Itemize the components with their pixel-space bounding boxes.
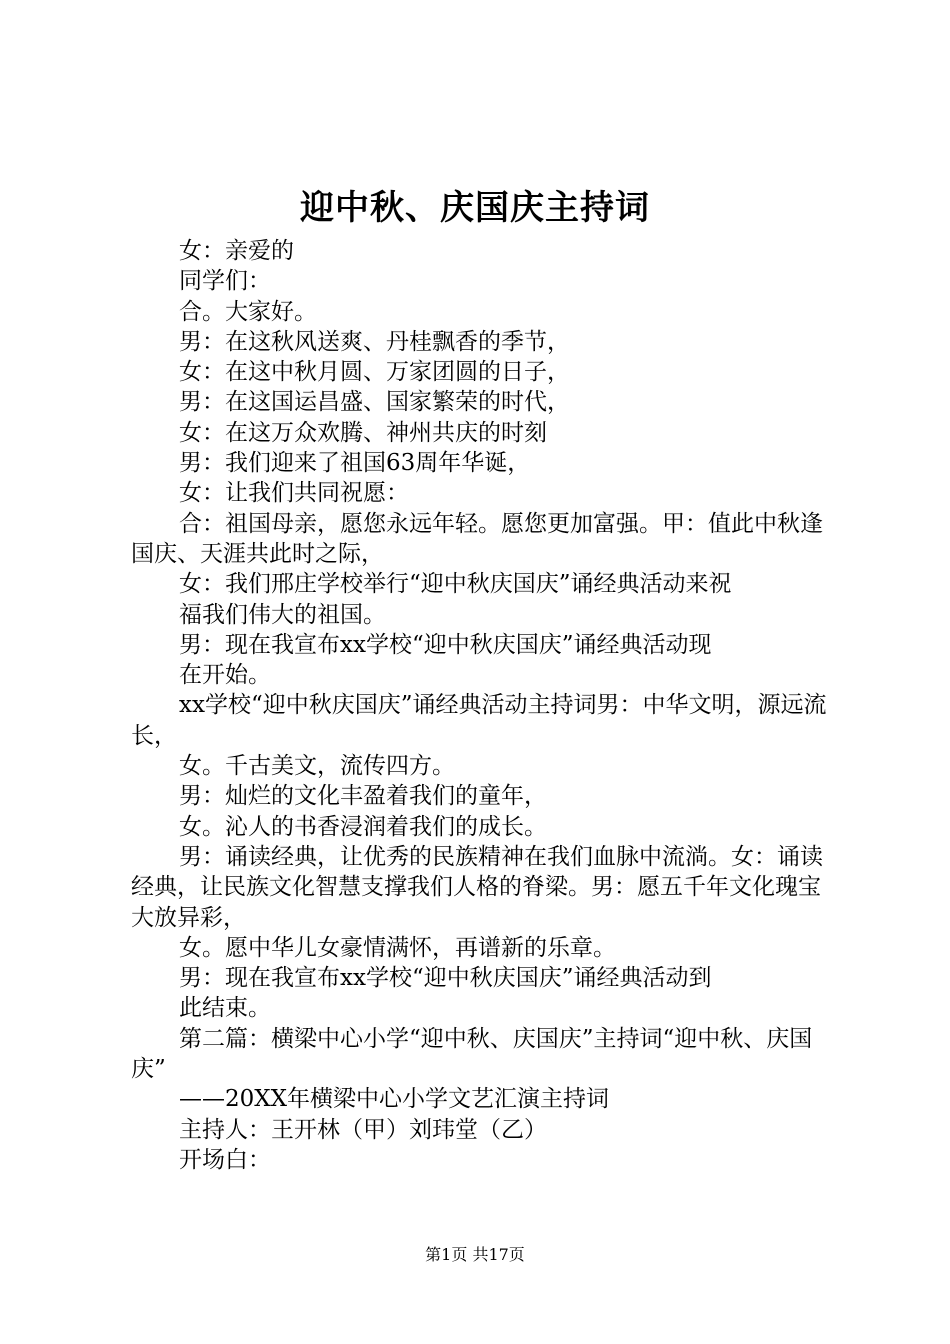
text-line: 女：在这中秋月圆、万家团圆的日子，: [179, 359, 570, 386]
text-line: 同学们：: [179, 268, 271, 295]
text-line: 男：现在我宣布xx学校“迎中秋庆国庆”诵经典活动到: [179, 965, 712, 992]
text-line: 女：在这万众欢腾、神州共庆的时刻: [179, 419, 547, 446]
text-line: 主持人：王开林（甲）刘玮堂（乙）: [179, 1116, 547, 1143]
text-line: 女：我们邢庄学校举行“迎中秋庆国庆”诵经典活动来祝: [179, 571, 732, 598]
text-line: 男：在这秋风送爽、丹桂飘香的季节，: [179, 328, 570, 355]
text-paragraph: 合：祖国母亲，愿您永远年轻。愿您更加富强。甲：值此中秋逢国庆、天涯共此时之际，: [131, 510, 823, 567]
text-line: 在开始。: [179, 662, 271, 689]
text-line: 男：现在我宣布xx学校“迎中秋庆国庆”诵经典活动现: [179, 631, 712, 658]
text-line: 女：让我们共同祝愿：: [179, 480, 409, 507]
text-line: 女。千古美文，流传四方。: [179, 753, 455, 780]
text-line: 女。沁人的书香浸润着我们的成长。: [179, 813, 547, 840]
text-line: 女：亲爱的: [179, 238, 294, 264]
page-footer: 第1页 共17页: [425, 1245, 525, 1264]
document-title: 迎中秋、庆国庆主持词: [300, 188, 650, 228]
text-line: ——20XX年横梁中心小学文艺汇演主持词: [179, 1086, 610, 1113]
document-body: [131, 236, 836, 1175]
text-line: 女。愿中华儿女豪情满怀，再谱新的乐章。: [179, 934, 616, 961]
text-paragraph: xx学校“迎中秋庆国庆”诵经典活动主持词男：中华文明，源远流长，: [131, 692, 827, 749]
text-line: 开场白：: [179, 1146, 271, 1173]
text-line: 男：在这国运昌盛、国家繁荣的时代，: [179, 389, 570, 416]
text-line: 福我们伟大的祖国。: [179, 601, 386, 628]
text-line: 男：灿烂的文化丰盈着我们的童年，: [179, 783, 547, 810]
text-line: 此结束。: [179, 995, 271, 1022]
text-line: 合。大家好。: [179, 298, 317, 325]
text-line: 男：我们迎来了祖国63周年华诞，: [179, 450, 531, 477]
text-paragraph: 男：诵读经典，让优秀的民族精神在我们血脉中流淌。女：诵读经典，让民族文化智慧支撑我们人格的脊梁。男：愿五千年文化瑰宝大放异彩，: [131, 843, 823, 931]
text-paragraph: 第二篇：横梁中心小学“迎中秋、庆国庆”主持词“迎中秋、庆国庆”: [131, 1025, 813, 1083]
